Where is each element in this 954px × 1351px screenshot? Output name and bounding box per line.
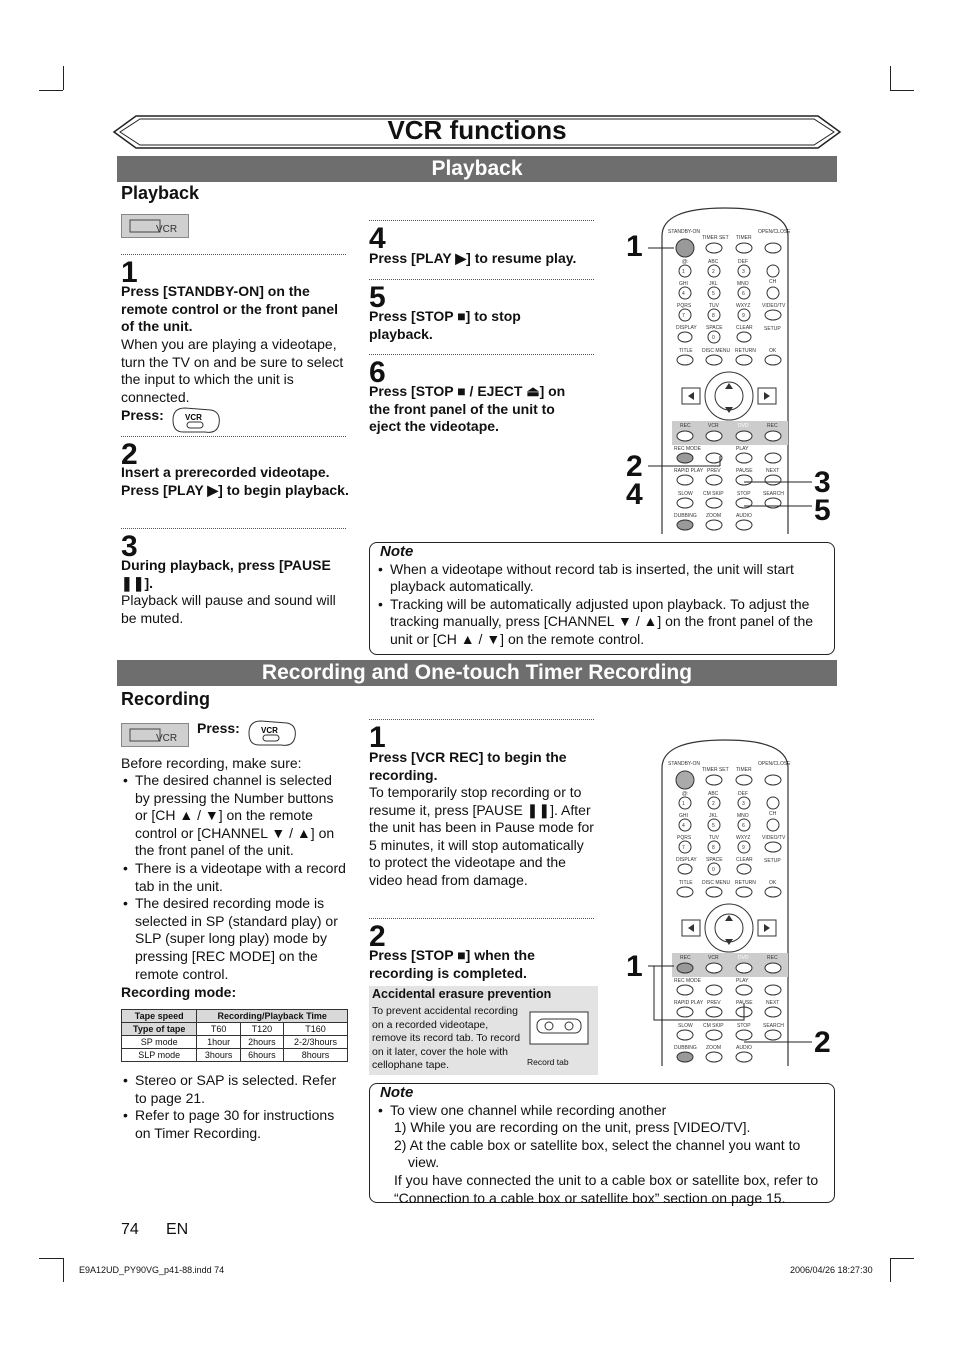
svg-text:7: 7 bbox=[682, 845, 685, 851]
svg-text:SPACE: SPACE bbox=[706, 325, 723, 331]
section-bar-playback: Playback bbox=[117, 156, 837, 182]
svg-text:REC: REC bbox=[767, 423, 778, 429]
press-label-2: Press: bbox=[197, 720, 240, 736]
rec-step-1-instruction: Press [VCR REC] to begin the recording. bbox=[369, 749, 567, 783]
svg-text:AUDIO: AUDIO bbox=[736, 513, 752, 519]
svg-text:VCR: VCR bbox=[261, 726, 278, 735]
svg-text:ABC: ABC bbox=[708, 791, 719, 797]
callout-lines-recording bbox=[620, 950, 840, 1050]
svg-text:2: 2 bbox=[712, 801, 715, 807]
checklist-item: • The desired channel is selected by pressing the Number buttons or [CH ▲ / ▼] on the remote control or [CHANNEL ▼ / ▲] on the front panel of the unit. bbox=[121, 772, 349, 860]
svg-text:CLEAR: CLEAR bbox=[736, 325, 753, 331]
svg-text:SEARCH: SEARCH bbox=[763, 1023, 784, 1029]
callout-5: 5 bbox=[814, 494, 831, 527]
svg-text:RETURN: RETURN bbox=[735, 880, 756, 886]
svg-text:REC MODE: REC MODE bbox=[674, 446, 701, 452]
svg-text:WXYZ: WXYZ bbox=[736, 835, 751, 841]
svg-text:SPACE: SPACE bbox=[706, 857, 723, 863]
step-3-body: Playback will pause and sound will be muted. bbox=[121, 592, 336, 626]
svg-text:JKL: JKL bbox=[709, 281, 718, 287]
step-1-body: When you are playing a videotape, turn the TV on and be sure to select the input to which the unit is connected. bbox=[121, 336, 344, 405]
callout-2: 2 bbox=[626, 450, 643, 483]
checklist bbox=[121, 772, 349, 983]
svg-text:GHI: GHI bbox=[679, 281, 688, 287]
svg-text:4: 4 bbox=[682, 823, 685, 829]
svg-text:@:: @: bbox=[682, 259, 689, 265]
svg-text:REC: REC bbox=[680, 423, 691, 429]
svg-text:1: 1 bbox=[682, 269, 685, 275]
rec-callout-1: 1 bbox=[626, 950, 643, 983]
step-3-instruction: During playback, press [PAUSE ❚❚]. bbox=[121, 557, 331, 591]
svg-text:2: 2 bbox=[712, 269, 715, 275]
svg-text:PAUSE: PAUSE bbox=[736, 1000, 753, 1006]
svg-text:VCR: VCR bbox=[185, 413, 202, 422]
recording-mode-label: Recording mode: bbox=[121, 984, 237, 1000]
svg-text:PLAY: PLAY bbox=[736, 446, 749, 452]
step-1-number: 1 bbox=[121, 256, 138, 289]
svg-text:DUBBING: DUBBING bbox=[674, 513, 697, 519]
svg-text:NEXT: NEXT bbox=[766, 468, 780, 474]
svg-text:TIMER: TIMER bbox=[736, 767, 752, 773]
svg-text:0: 0 bbox=[712, 335, 715, 341]
svg-text:STOP: STOP bbox=[737, 1023, 751, 1029]
svg-text:TUV: TUV bbox=[709, 303, 719, 309]
svg-text:STANDBY-ON: STANDBY-ON bbox=[668, 229, 700, 235]
step-2-instruction: Insert a prerecorded videotape. Press [PLAY ▶] to begin playback. bbox=[121, 464, 349, 498]
svg-text:6: 6 bbox=[742, 291, 745, 297]
checklist-item: • Stereo or SAP is selected. Refer to page 21. bbox=[121, 1072, 349, 1107]
vcr-badge-2 bbox=[121, 723, 189, 747]
checklist-item: • The desired recording mode is selected in SP (standard play) or SLP (super long play) mode by pressing [REC MODE] on the remote control. bbox=[121, 895, 349, 983]
callout-4: 4 bbox=[626, 478, 643, 511]
svg-text:TUV: TUV bbox=[709, 835, 719, 841]
svg-text:DISPLAY: DISPLAY bbox=[676, 325, 697, 331]
svg-text:MNO: MNO bbox=[737, 813, 749, 819]
svg-text:9: 9 bbox=[742, 845, 745, 851]
svg-text:STANDBY-ON: STANDBY-ON bbox=[668, 761, 700, 767]
svg-text:VCR: VCR bbox=[708, 423, 719, 429]
svg-text:ABC: ABC bbox=[708, 259, 719, 265]
language-code: EN bbox=[166, 1221, 189, 1238]
cassette-icon bbox=[527, 1009, 593, 1049]
svg-text:3: 3 bbox=[742, 801, 745, 807]
svg-text:DISC MENU: DISC MENU bbox=[702, 348, 731, 354]
svg-text:3: 3 bbox=[742, 269, 745, 275]
svg-text:PQRS: PQRS bbox=[677, 303, 692, 309]
rec-step-2-instruction: Press [STOP ■] when the recording is completed. bbox=[369, 947, 535, 981]
svg-text:DVD: DVD bbox=[738, 423, 749, 429]
svg-text:NEXT: NEXT bbox=[766, 1000, 780, 1006]
svg-text:GHI: GHI bbox=[679, 813, 688, 819]
svg-text:DUBBING: DUBBING bbox=[674, 1045, 697, 1051]
svg-text:ZOOM: ZOOM bbox=[706, 513, 721, 519]
svg-text:DVD: DVD bbox=[738, 955, 749, 961]
svg-text:RETURN: RETURN bbox=[735, 348, 756, 354]
note-item: • Tracking will be automatically adjusted upon playback. To adjust the tracking manually, press [CHANNEL ▼ / ▲] on the front panel of the unit or [CH ▲ / ▼] on the remote control. bbox=[376, 596, 828, 649]
svg-text:WXYZ: WXYZ bbox=[736, 303, 751, 309]
svg-text:SLOW: SLOW bbox=[678, 491, 693, 497]
svg-text:JKL: JKL bbox=[709, 813, 718, 819]
step-2-number: 2 bbox=[121, 438, 138, 471]
recording-time-table: Tape speed Recording/Playback Time Type of tape T60 T120 T160 SP mode 1hour 2hours 2-2/3hours SLP mode 3hours 6hours 8hours bbox=[121, 1009, 348, 1062]
step-6-instruction: Press [STOP ■ / EJECT ⏏] on the front panel of the unit to eject the videotape. bbox=[369, 383, 566, 435]
svg-text:TITLE: TITLE bbox=[679, 880, 693, 886]
svg-text:VIDEO/TV: VIDEO/TV bbox=[762, 303, 786, 309]
callout-lines-playback bbox=[620, 230, 840, 530]
svg-text:MNO: MNO bbox=[737, 281, 749, 287]
note-item: • When a videotape without record tab is inserted, the unit will start playback automatically. bbox=[376, 561, 828, 596]
svg-text:4: 4 bbox=[682, 291, 685, 297]
rec-step-2-number: 2 bbox=[369, 920, 386, 953]
step-5-number: 5 bbox=[369, 281, 386, 314]
svg-text:DISPLAY: DISPLAY bbox=[676, 857, 697, 863]
svg-text:5: 5 bbox=[712, 823, 715, 829]
svg-text:RAPID PLAY: RAPID PLAY bbox=[674, 1000, 704, 1006]
svg-text:SEARCH: SEARCH bbox=[763, 491, 784, 497]
svg-text:TIMER SET: TIMER SET bbox=[702, 767, 729, 773]
svg-text:RAPID PLAY: RAPID PLAY bbox=[674, 468, 704, 474]
svg-text:AUDIO: AUDIO bbox=[736, 1045, 752, 1051]
svg-text:PLAY: PLAY bbox=[736, 978, 749, 984]
svg-text:SETUP: SETUP bbox=[764, 858, 781, 864]
step-4-number: 4 bbox=[369, 222, 386, 255]
svg-text:OPEN/CLOSE: OPEN/CLOSE bbox=[758, 229, 791, 235]
step-3-number: 3 bbox=[121, 530, 138, 563]
svg-text:CLEAR: CLEAR bbox=[736, 857, 753, 863]
step-6-number: 6 bbox=[369, 356, 386, 389]
callout-1: 1 bbox=[626, 230, 643, 263]
vcr-button-icon bbox=[167, 406, 223, 436]
svg-text:SLOW: SLOW bbox=[678, 1023, 693, 1029]
vcr-button-icon-2 bbox=[243, 719, 299, 749]
svg-text:ZOOM: ZOOM bbox=[706, 1045, 721, 1051]
svg-text:PAUSE: PAUSE bbox=[736, 468, 753, 474]
section-bar-recording: Recording and One-touch Timer Recording bbox=[117, 660, 837, 686]
rec-step-1-number: 1 bbox=[369, 721, 386, 754]
svg-text:@:: @: bbox=[682, 791, 689, 797]
svg-text:STOP: STOP bbox=[737, 491, 751, 497]
svg-text:VCR: VCR bbox=[156, 224, 178, 235]
svg-text:OPEN/CLOSE: OPEN/CLOSE bbox=[758, 761, 791, 767]
page-number: 74 bbox=[121, 1221, 139, 1238]
checklist-item: • Refer to page 30 for instructions on Timer Recording. bbox=[121, 1107, 349, 1142]
svg-text:8: 8 bbox=[712, 313, 715, 319]
svg-text:VCR: VCR bbox=[708, 955, 719, 961]
svg-text:REC MODE: REC MODE bbox=[674, 978, 701, 984]
print-date: 2006/04/26 18:27:30 bbox=[790, 1265, 873, 1275]
svg-text:CH: CH bbox=[769, 279, 777, 285]
svg-text:OK: OK bbox=[769, 348, 777, 354]
file-name: E9A12UD_PY90VG_p41-88.indd 74 bbox=[79, 1265, 225, 1275]
svg-text:TIMER SET: TIMER SET bbox=[702, 235, 729, 241]
checklist-item: • There is a videotape with a record tab in the unit. bbox=[121, 860, 349, 895]
page-title: VCR functions bbox=[387, 115, 567, 145]
svg-text:REC: REC bbox=[767, 955, 778, 961]
svg-text:9: 9 bbox=[742, 313, 745, 319]
step-5-instruction: Press [STOP ■] to stop playback. bbox=[369, 308, 521, 342]
svg-text:SETUP: SETUP bbox=[764, 326, 781, 332]
before-recording: Before recording, make sure: bbox=[121, 755, 302, 771]
svg-text:5: 5 bbox=[712, 291, 715, 297]
svg-text:CM SKIP: CM SKIP bbox=[703, 491, 724, 497]
svg-text:TITLE: TITLE bbox=[679, 348, 693, 354]
svg-text:1: 1 bbox=[682, 801, 685, 807]
svg-text:6: 6 bbox=[742, 823, 745, 829]
svg-text:0: 0 bbox=[712, 867, 715, 873]
rec-callout-2: 2 bbox=[814, 1026, 831, 1059]
svg-text:TIMER: TIMER bbox=[736, 235, 752, 241]
svg-text:DEF: DEF bbox=[738, 259, 748, 265]
press-label: Press: bbox=[121, 407, 164, 423]
svg-text:PQRS: PQRS bbox=[677, 835, 692, 841]
step-1-instruction: Press [STANDBY-ON] on the remote control or the front panel of the unit. bbox=[121, 283, 339, 335]
svg-text:DEF: DEF bbox=[738, 791, 748, 797]
svg-text:REC: REC bbox=[680, 955, 691, 961]
svg-text:7: 7 bbox=[682, 313, 685, 319]
checklist-2 bbox=[121, 1072, 349, 1142]
rec-step-1-body: To temporarily stop recording or to resume it, press [PAUSE ❚❚]. After the unit has been in Pause mode for 5 minutes, it will stop automatically to protect the videotape and the video head from damage. bbox=[369, 784, 594, 888]
callout-3: 3 bbox=[814, 466, 831, 499]
svg-text:CM SKIP: CM SKIP bbox=[703, 1023, 724, 1029]
svg-text:DISC MENU: DISC MENU bbox=[702, 880, 731, 886]
svg-text:VCR: VCR bbox=[156, 733, 178, 744]
svg-text:PREV: PREV bbox=[707, 1000, 721, 1006]
note-box-recording: Note • To view one channel while recording another 1) While you are recording on the unit, press [VIDEO/TV]. 2) At the cable box or satellite box, select the channel you want to view. If you have connected the unit to a cable box or satellite box, refer to “Connection to a cable box or satellite box” section on page 15. bbox=[369, 1083, 835, 1203]
recording-subheading: Recording bbox=[121, 689, 211, 709]
svg-text:PREV: PREV bbox=[707, 468, 721, 474]
step-4-instruction: Press [PLAY ▶] to resume play. bbox=[369, 250, 577, 266]
svg-text:OK: OK bbox=[769, 880, 777, 886]
playback-subheading: Playback bbox=[121, 183, 200, 203]
svg-text:CH: CH bbox=[769, 811, 777, 817]
note-box-playback: Note • When a videotape without record tab is inserted, the unit will start playback automatically. • Tracking will be automatically adjusted upon playback. To adjust the tracking manually, press [CHANNEL ▼ / ▲] on the front panel of the unit or [CH ▲ / ▼] on the remote control. bbox=[369, 542, 835, 655]
vcr-badge bbox=[121, 214, 189, 238]
svg-text:8: 8 bbox=[712, 845, 715, 851]
svg-text:VIDEO/TV: VIDEO/TV bbox=[762, 835, 786, 841]
accidental-erasure-box: Accidental erasure prevention To prevent accidental recording on a recorded videotape, remove its record tab. To record on it later, cover the hole with cellophane tape. Record tab bbox=[369, 986, 598, 1075]
